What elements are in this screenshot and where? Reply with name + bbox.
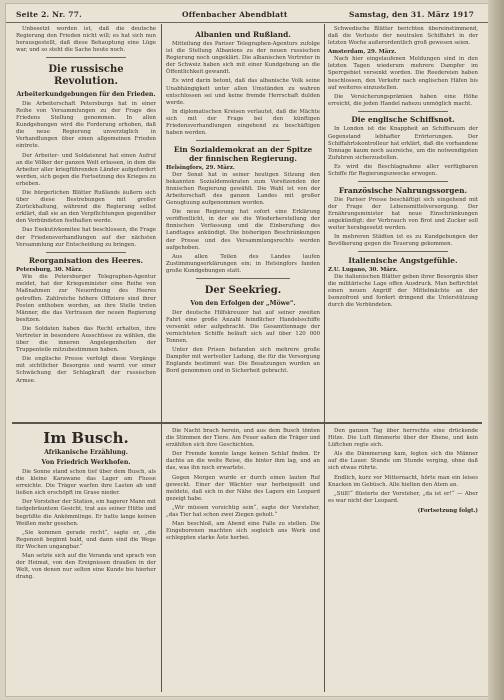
separator xyxy=(358,251,448,252)
column-1: Unbesetzt worden ist, daß die deutsche Regierung den Frieden nicht will; es hat sich nun herausgestellt, daß diese Behauptung eine Lüge war, und so steht die Sache heute noch. Die russische Revolution. Arbeiterkundgebungen für den Frieden. Die Arbeiterschaft Petersburgs hat in einer Reihe von Versammlungen zu der Frage des Friedens Stellung genommen. In allen Kundgebungen wird die Forderung erhoben, daß die neue Regierung unverzüglich in Verhandlungen über einen allgemeinen Frieden eintrete. Der Arbeiter- und Soldatenrat hat einen Aufruf an die Völker der ganzen Welt erlassen, in dem die Arbeiter aller kriegführenden Länder aufgefordert werden, sich gegen die Fortsetzung des Krieges zu erheben. Die bürgerlichen Blätter Rußlands äußern sich über diese Bestrebungen mit großer Zurückhaltung, während die Regierung selbst erklärt, daß sie an den Verpflichtungen gegenüber den Verbündeten festhalten werde. Das Exekutivkomitee hat beschlossen, die Frage der Friedensverhandlungen auf der nächsten Versammlung zur Entscheidung zu bringen. Reorganisation des Heeres. Petersburg, 30. März. Wie die Petersburger Telegraphen-Agentur meldet, hat der Kriegsminister eine Reihe von Maßnahmen zur Neuordnung des Heeres getroffen. Zahlreiche höhere Offiziere sind ihrer Posten enthoben worden, an ihre Stelle treten Männer, die das Vertrauen der neuen Regierung besitzen. Die Soldaten haben das Recht erhalten, ihre Vertreter in besondere Ausschüsse zu wählen, die über die inneren Angelegenheiten der Truppenteile mitzubestimmen haben. Die englische Presse verfolgt diese Vorgänge mit sichtlicher Besorgnis und warnt vor einer Schwächung der Schlagkraft der russischen Armee. xyxy=(16,26,156,384)
dateline: Helsingfors, 29. März. xyxy=(166,164,235,171)
dateline: Petersburg, 30. März. xyxy=(16,267,84,274)
feuilleton-author: Von Friedrich Werkhofen. xyxy=(41,459,131,466)
column-rule xyxy=(324,24,325,692)
feuilleton-column-1: Im Busch. Afrikanische Erzählung. Von Friedrich Werkhofen. Die Sonne stand schon tief über dem Busch, als die kleine Karawane das Lager am Flusse erreichte. Die Träger warfen ihre Lasten ab und ließen sich erschöpft im Grase nieder. Der Vorsteher der Station, ein hagerer Mann mit tiefgebräuntem Gesicht, trat aus seiner Hütte und begrüßte die Ankömmlinge. Er hatte lange keinen Weißen mehr gesehen. „Sie kommen gerade recht“, sagte er, „die Regenzeit beginnt bald, und dann sind die Wege für Wochen ungangbar.“ Man setzte sich auf die Veranda und sprach von der Heimat, von den Ereignissen draußen in der Welt, von denen nur selten eine Kunde bis hierher drang. xyxy=(16,429,156,581)
article-subtitle: Arbeiterkundgebungen für den Frieden. xyxy=(16,90,156,98)
article-title: Französische Nahrungssorgen. xyxy=(338,185,468,195)
separator xyxy=(358,181,448,182)
separator xyxy=(196,278,290,279)
separator xyxy=(196,140,290,141)
page-header xyxy=(6,4,488,23)
separator xyxy=(46,57,126,58)
page-number: Seite 2. Nr. 77. xyxy=(16,10,82,19)
issue-date: Samstag, den 31. März 1917 xyxy=(348,10,474,19)
column-2: Albanien und Rußland. Mitteilung des Pariser Telegraphen-Agenturs zufolge ist die Stellung Albaniens zu der neuen russischen Regierung noch ungeklärt. Die albanischen Vertreter in der Schweiz haben sich mit einer Kundgebung an die Öffentlichkeit gewandt. Es wird darin betont, daß das albanische Volk seine Unabhängigkeit unter allen Umständen zu wahren entschlossen sei und keine fremde Herrschaft dulden werde. In diplomatischen Kreisen verlautet, daß die Mächte sich mit der Frage bei den künftigen Friedensverhandlungen eingehend zu beschäftigen haben werden. Ein Sozialdemokrat an der Spitze der finnischen Regierung. Helsingfors, 29. März. Der Senat hat in seiner heutigen Sitzung den bekannten Sozialdemokraten zum Vorsitzenden der finnischen Regierung gewählt. Die Wahl ist von der Arbeiterschaft des ganzen Landes mit großer Genugtuung aufgenommen worden. Die neue Regierung hat sofort eine Erklärung veröffentlicht, in der sie die Wiederherstellung der finnischen Verfassung und die Einberufung des Landtages ankündigt. Die bisherigen Beschränkungen der Presse und des Versammlungsrechts werden aufgehoben. Aus allen Teilen des Landes laufen Zustimmungserklärungen ein; in Helsingfors fanden große Kundgebungen statt. Der Seekrieg. Von den Erfolgen der „Möwe“. Der deutsche Hilfskreuzer hat auf seiner zweiten Fahrt eine große Anzahl feindlicher Handelsschiffe versenkt oder aufgebracht. Die Gesamttonnage der vernichteten Schiffe beläuft sich auf über 120 000 Tonnen. Unter den Prisen befanden sich mehrere große Dampfer mit wertvoller Ladung, die für die Versorgung Englands bestimmt war. Die Besatzungen wurden an Bord genommen und in Sicherheit gebracht. xyxy=(166,30,320,375)
article-title: Reorganisation des Heeres. xyxy=(28,256,144,266)
newspaper-name: Offenbacher Abendblatt xyxy=(182,10,288,19)
feuilleton-column-3: Den ganzen Tag über herrschte eine drückende Hitze. Die Luft flimmerte über der Ebene, und kein Lüftchen regte sich. Als die Dämmerung kam, legten sich die Männer auf die Lauer. Stunde um Stunde verging, ohne daß sich etwas rührte. Endlich, kurz vor Mitternacht, hörte man ein leises Knacken im Gebüsch. Alle hielten den Atem an. „Still!“ flüsterte der Vorsteher, „da ist er!“ — Aber es war nicht der Leopard. (Fortsetzung folgt.) xyxy=(328,428,478,514)
column-3: Schwedische Blätter berichten übereinstimmend, daß die Verluste der neutralen Schiffahrt in der letzten Woche außerordentlich groß gewesen seien. Amsterdam, 29. März. Nach hier eingelaufenen Meldungen sind in den letzten Tagen wiederum mehrere Dampfer im Sperrgebiet versenkt worden. Die Reedereien haben beschlossen, den Verkehr nach englischen Häfen bis auf weiteres einzustellen. Die Versicherungsprämien haben eine Höhe erreicht, die jeden Handel nahezu unmöglich macht. Die englische Schiffsnot. In London ist die Knappheit an Schiffsraum der Gegenstand lebhafter Erörterungen. Der Schiffahrtskontrolleur hat erklärt, daß die vorhandene Tonnage kaum noch ausreiche, um die notwendigsten Zufuhren sicherzustellen. Es wird die Beschlagnahme aller verfügbaren Schiffe für Regierungszwecke erwogen. Französische Nahrungssorgen. Die Pariser Presse beschäftigt sich eingehend mit der Frage der Lebensmittelversorgung. Der Ernährungsminister hat neue Einschränkungen angekündigt; der Verbrauch von Brot und Zucker soll weiter herabgesetzt werden. In mehreren Städten ist es zu Kundgebungen der Bevölkerung gegen die Teuerung gekommen. Italienische Angstgefühle. Z.U. Lugano, 30. März. Die italienischen Blätter geben ihrer Besorgnis über die militärische Lage offen Ausdruck. Man befürchtet einen neuen Angriff der Mittelmächte an der Isonzofront und fordert dringend die Unterstützung durch die Verbündeten. xyxy=(328,26,478,309)
dateline: Z.U. Lugano, 30. März. xyxy=(328,266,398,273)
article-title: Der Seekrieg. xyxy=(204,284,282,296)
article-title: Albanien und Rußland. xyxy=(195,30,291,39)
column-rule xyxy=(161,24,162,692)
continued-note: (Fortsetzung folgt.) xyxy=(417,507,478,514)
newspaper-page xyxy=(6,4,488,696)
feuilleton-subtitle: Afrikanische Erzählung. xyxy=(44,449,128,456)
article-title: Die englische Schiffsnot. xyxy=(351,115,455,125)
dateline: Amsterdam, 29. März. xyxy=(328,49,397,56)
article-title: Die russische Revolution. xyxy=(48,63,124,87)
separator xyxy=(46,252,126,253)
feuilleton-title: Im Busch. xyxy=(43,429,129,447)
binding-spine xyxy=(488,0,504,700)
article-title: Ein Sozialdemokrat an der Spitze der finnischen Regierung. xyxy=(173,144,313,163)
article-title: Italienische Angstgefühle. xyxy=(348,255,458,265)
separator xyxy=(358,111,448,112)
article-subtitle: Von den Erfolgen der „Möwe“. xyxy=(190,299,296,307)
feuilleton-column-2: Die Nacht brach herein, und aus dem Busch tönten die Stimmen der Tiere. Am Feuer saßen die Träger und erzählten sich ihre Geschichten. Der Fremde konnte lange keinen Schlaf finden. Er dachte an die weite Reise, die hinter ihm lag, und an das, was ihn noch erwartete. Gegen Morgen wurde er durch einen lauten Ruf geweckt. Einer der Wächter war herbeigeeilt und meldete, daß sich in der Nähe des Lagers ein Leopard gezeigt habe. „Wir müssen vorsichtig sein“, sagte der Vorsteher, „das Tier hat schon zwei Ziegen geholt.“ Man beschloß, am Abend eine Falle zu stellen. Die Eingeborenen machten sich sogleich ans Werk und schleppten starke Äste herbei. xyxy=(166,428,320,542)
